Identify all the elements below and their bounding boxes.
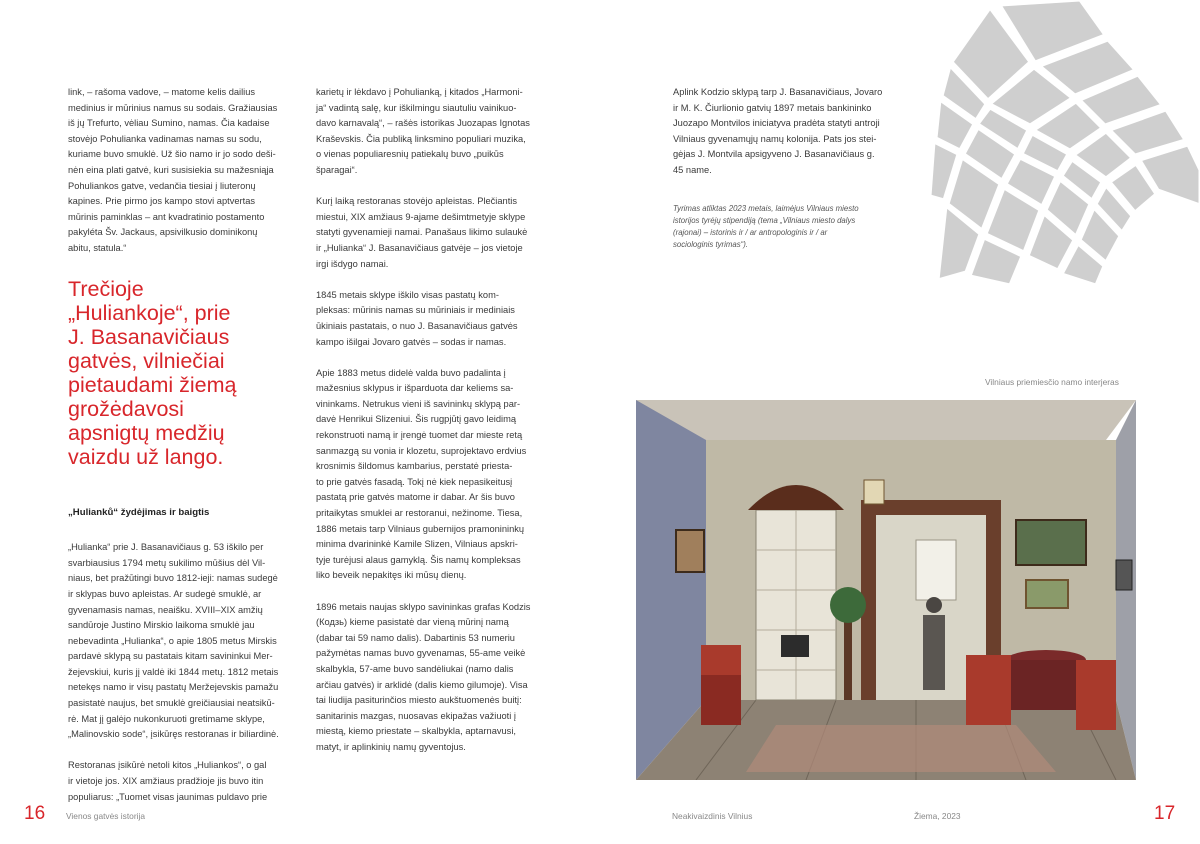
paragraph: karietų ir lėkdavo į Pohulianką, į kitados „Harmoni- ja“ vadintą salę, kur iškilmingu siautuliu vainikuo- davo karnavalą“, – rašės istorikas Juozapas Ignotas Kraševskis. Čia publiką linksmino populiari muzika, o vienas populiaresnių patiekalų buvo „puikūs šparagai“. — [316, 87, 530, 175]
research-note: Tyrimas atliktas 2023 metais, laimėjus Vilniaus miesto istorijos tyrėjų stipendiją (tema „Vilniaus miesto dalys (rajonai) – istorinis ir / ar antropologinis ir / ar sociologinis tyrimas“). — [673, 203, 859, 249]
pull-quote: Trečioje „Huliankoje“, prie J. Basanavičiaus gatvės, vilniečiai pietaudami žiemą grožėdavosi apsnigtų medžių vaizdu už lango. — [68, 276, 237, 469]
running-title-left: Vienos gatvės istorija — [66, 811, 145, 821]
paragraph: Restoranas įsikūrė netoli kitos „Huliankos“, o gal ir vietoje jos. XIX amžiaus pradžioje jis buvo itin populiarus: „Tuomet visas jaunimas puldavo prie — [68, 760, 268, 802]
paragraph: 1896 metais naujas sklypo savininkas grafas Kodzis (Кодзь) kieme pasistatė dar vieną mūrinį namą (dabar tai 59 namo dalis). Dabartinis 53 numeriu pažymėtas namas buvo gyvenamas, 55-ame veikė skalbykla, 57-ame buvo sandėliukai (namo dalis arčiau gatvės) ir arklidė (dalis kiemo gilumoje). Visa tai liudija pasiturinčios miesto aukštuomenės buitį: sanitarinis mazgas, nuosavas ekipažas važiuoti į miestą, kiemo priestate – skalbykla, aptarnavusi, matyt, ir aplinkinių namų gyventojus. — [316, 601, 531, 752]
paragraph: Aplink Kodzio sklypą tarp J. Basanavičiaus, Jovaro ir M. K. Čiurlionio gatvių 1897 metais bankininko Juozapo Montvilos iniciatyva pradėta statyti antroji Vilniaus gyvenamųjų namų kolonija. Pats jos stei- gėjas J. Montvila apsigyveno J. Basanavičiaus g. 45 name. — [673, 87, 883, 175]
text-column-1 — [68, 85, 284, 821]
paragraph: 1845 metais sklype iškilo visas pastatų kom- pleksas: mūrinis namas su mūriniais ir mediniais ūkiniais pastatais, o nuo J. Basanavičiaus gatvės kampo išilgai Jovaro gatvės – sodas ir namas. — [316, 289, 518, 347]
section-heading: „Hulianků“ žydėjimas ir baigtis — [68, 506, 210, 518]
text-column-2 — [316, 85, 532, 771]
issue-date: Žiema, 2023 — [914, 811, 961, 821]
paragraph: link, – rašoma vadove, – matome kelis dailius medinius ir mūrinius namus su sodais. Gražiausias iš jų Trefurto, vėliau Sumino, namas. Čia kadaise stovėjo Pohulianka vadinamas namas su sodu, kuriame buvo smuklė. Už šio namo ir jo sodo deši- nėn eina plati gatvė, kuri susisiekia su mažesniąja Pohuliankos gatve, vedančia tiesiai į liuteronų kapines. Prie pirmo jos kampo stovi aptvertas mūrinis paminklas – ant kvadratinio postamento pakyléta Šv. Jackaus, apsivilkusio dominikonų abitu, statula.“ — [68, 87, 278, 253]
paragraph: Kurį laiką restoranas stovėjo apleistas. Plečiantis miestui, XIX amžiaus 9-ajame dešimtmetyje sklype statyti gyvenamieji namai. Panašaus likimo sulaukė ir „Hulianka“ J. Basanavičiaus gatvėje – jos vietoje irgi išdygo namai. — [316, 196, 528, 269]
magazine-title: Neakivaizdinis Vilnius — [672, 811, 753, 821]
paragraph: Apie 1883 metus didelė valda buvo padalinta į mažesnius sklypus ir išparduota dar keliems sa- vininkams. Netrukus vieni iš savininkų sklypą par- davė Henrikui Slizeniui. Šis rugpjūtį gavo leidimą rekonstruoti namą ir įrengė tuomet dar mieste retą sanmazgą su vonia ir klozetu, suprojektavo erdvius krosnimis šildomus kambarius, perstatė priesta- to prie gatvės fasadą. Tokį nė kiek nepasikeitusį pastatą prie gatvės matome ir dabar. Ar šis buvo pritaikytas smuklei ar restoranui, nežinome. Tiesa, 1886 metais tarp Vilniaus gubernijos pramonininkų minima dvarininkė Kamile Slizen, Vilniaus apskri- tyje turėjusi alaus gamyklą. Šis namų kompleksas liko beveik nepakitęs iki mūsų dienų. — [316, 367, 527, 581]
image-caption: Vilniaus priemiesčio namo interjeras — [985, 377, 1119, 387]
plot-map-graphic — [930, 0, 1200, 285]
page-number-left: 16 — [24, 803, 46, 824]
paragraph: „Hulianka“ prie J. Basanavičiaus g. 53 iškilo per svarbiausius 1794 metų sukilimo mūšius dėl Vil- niaus, bet pražūtingi buvo 1812-ieji: namas sudegė ir sklypas buvo apleistas. Ar sudegė smuklė, ar gyvenamasis namas, neaišku. XVIII–XIX amžių sandūroje Justino Mirskio laikoma smuklė jau nebevadinta „Hulianka“, o apie 1805 metus Mirskis pardavė sklypą su pastatais kitam savininkui Mer- žejevskiui, kuris jį valdė iki 1844 metų. 1812 metais netekęs namo ir visų pastatų Meržejevskis pamažu pasistatė naujus, bet smuklė greičiausiai neatsikū- rė. Mat jį galėjo nukonkuruoti gretimame sklype, „Malinovskio sode“, įsikūręs restoranas ir biliardinė. — [68, 542, 279, 740]
page-number-right: 17 — [1154, 803, 1176, 824]
text-column-3 — [673, 85, 903, 266]
interior-illustration — [636, 400, 1136, 780]
